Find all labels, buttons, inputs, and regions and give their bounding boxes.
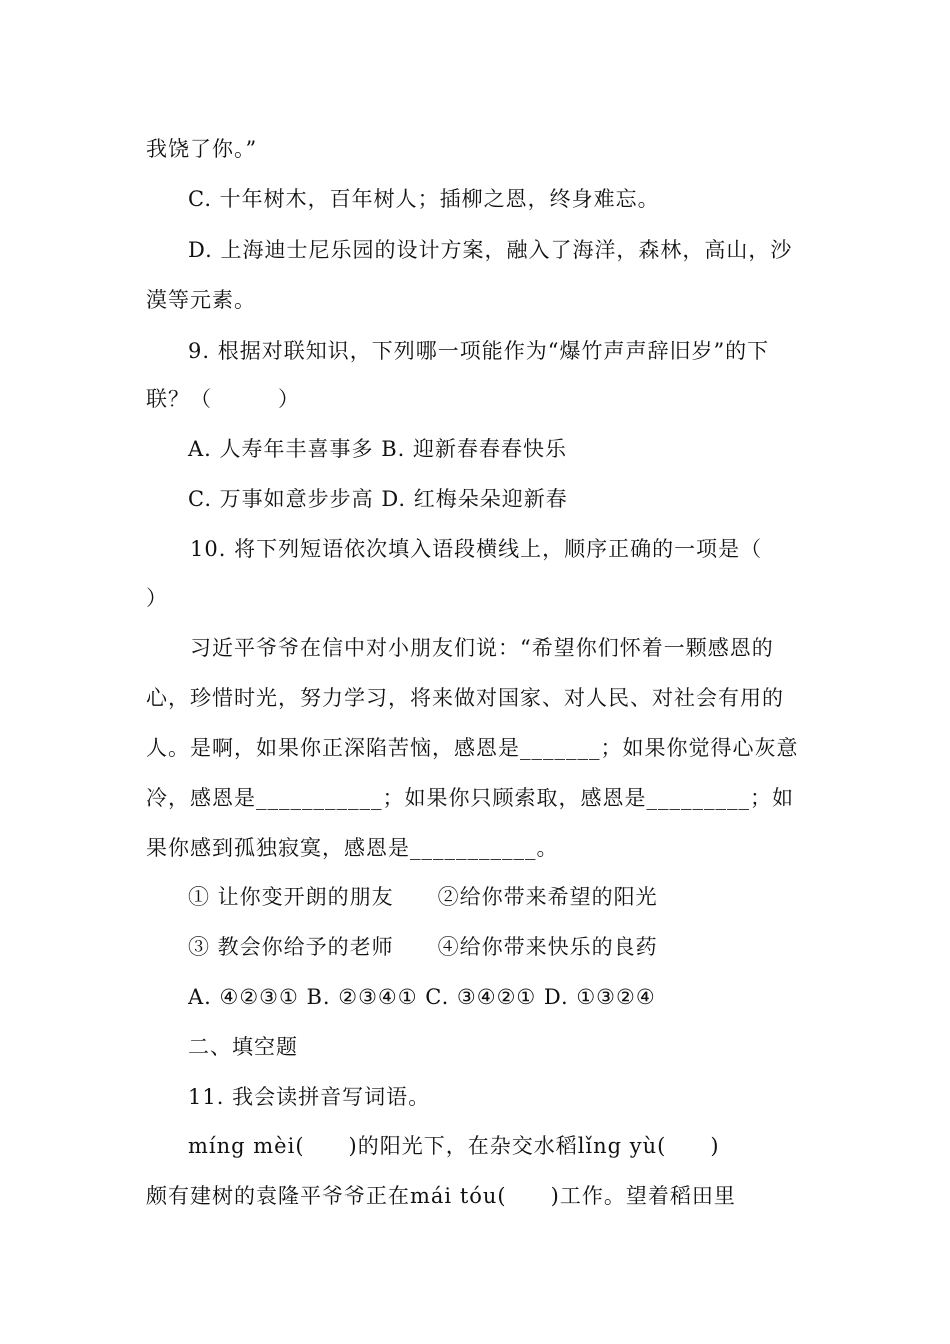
text-line: ） <box>146 586 168 610</box>
option-c-line: C. 十年树木，百年树人；插柳之恩，终身难忘。 <box>188 187 660 211</box>
section-heading: 二、填空题 <box>188 1035 298 1059</box>
passage-line: 人。是啊，如果你正深陷苦恼，感恩是_______；如果你觉得心灰意 <box>146 736 799 760</box>
text-line: 我饶了你。” <box>146 137 258 161</box>
text-line: 漠等元素。 <box>146 288 256 312</box>
question-11: 11. 我会读拼音写词语。 <box>188 1085 431 1109</box>
pinyin-line: míng mèi( )的阳光下，在杂交水稻lǐng yù( ) <box>188 1134 720 1158</box>
phrase-options-line: ① 让你变开朗的朋友 ②给你带来希望的阳光 <box>188 885 658 909</box>
q9-options-cd: C. 万事如意步步高 D. 红梅朵朵迎新春 <box>188 487 568 511</box>
question-9: 9. 根据对联知识，下列哪一项能作为“爆竹声声辞旧岁”的下 <box>188 339 770 363</box>
passage-line: 冷，感恩是___________；如果你只顾索取，感恩是_________；如 <box>146 786 794 810</box>
pinyin-line: 颇有建树的袁隆平爷爷正在mái tóu( )工作。望着稻田里 <box>146 1184 736 1208</box>
passage-line: 果你感到孤独寂寞，感恩是___________。 <box>146 836 559 860</box>
question-10: 10. 将下列短语依次填入语段横线上，顺序正确的一项是（ <box>190 537 763 561</box>
option-d-line: D. 上海迪士尼乐园的设计方案，融入了海洋，森林，高山，沙 <box>188 238 793 262</box>
text-line: 联？（ ） <box>146 387 300 411</box>
q9-options-ab: A. 人寿年丰喜事多 B. 迎新春春春快乐 <box>188 437 567 461</box>
passage-line: 习近平爷爷在信中对小朋友们说：“希望你们怀着一颗感恩的 <box>190 636 774 660</box>
phrase-options-line: ③ 教会你给予的老师 ④给你带来快乐的良药 <box>188 935 658 959</box>
passage-line: 心，珍惜时光，努力学习，将来做对国家、对人民、对社会有用的 <box>146 686 784 710</box>
q10-answer-options: A. ④②③① B. ②③④① C. ③④②① D. ①③②④ <box>188 985 656 1009</box>
